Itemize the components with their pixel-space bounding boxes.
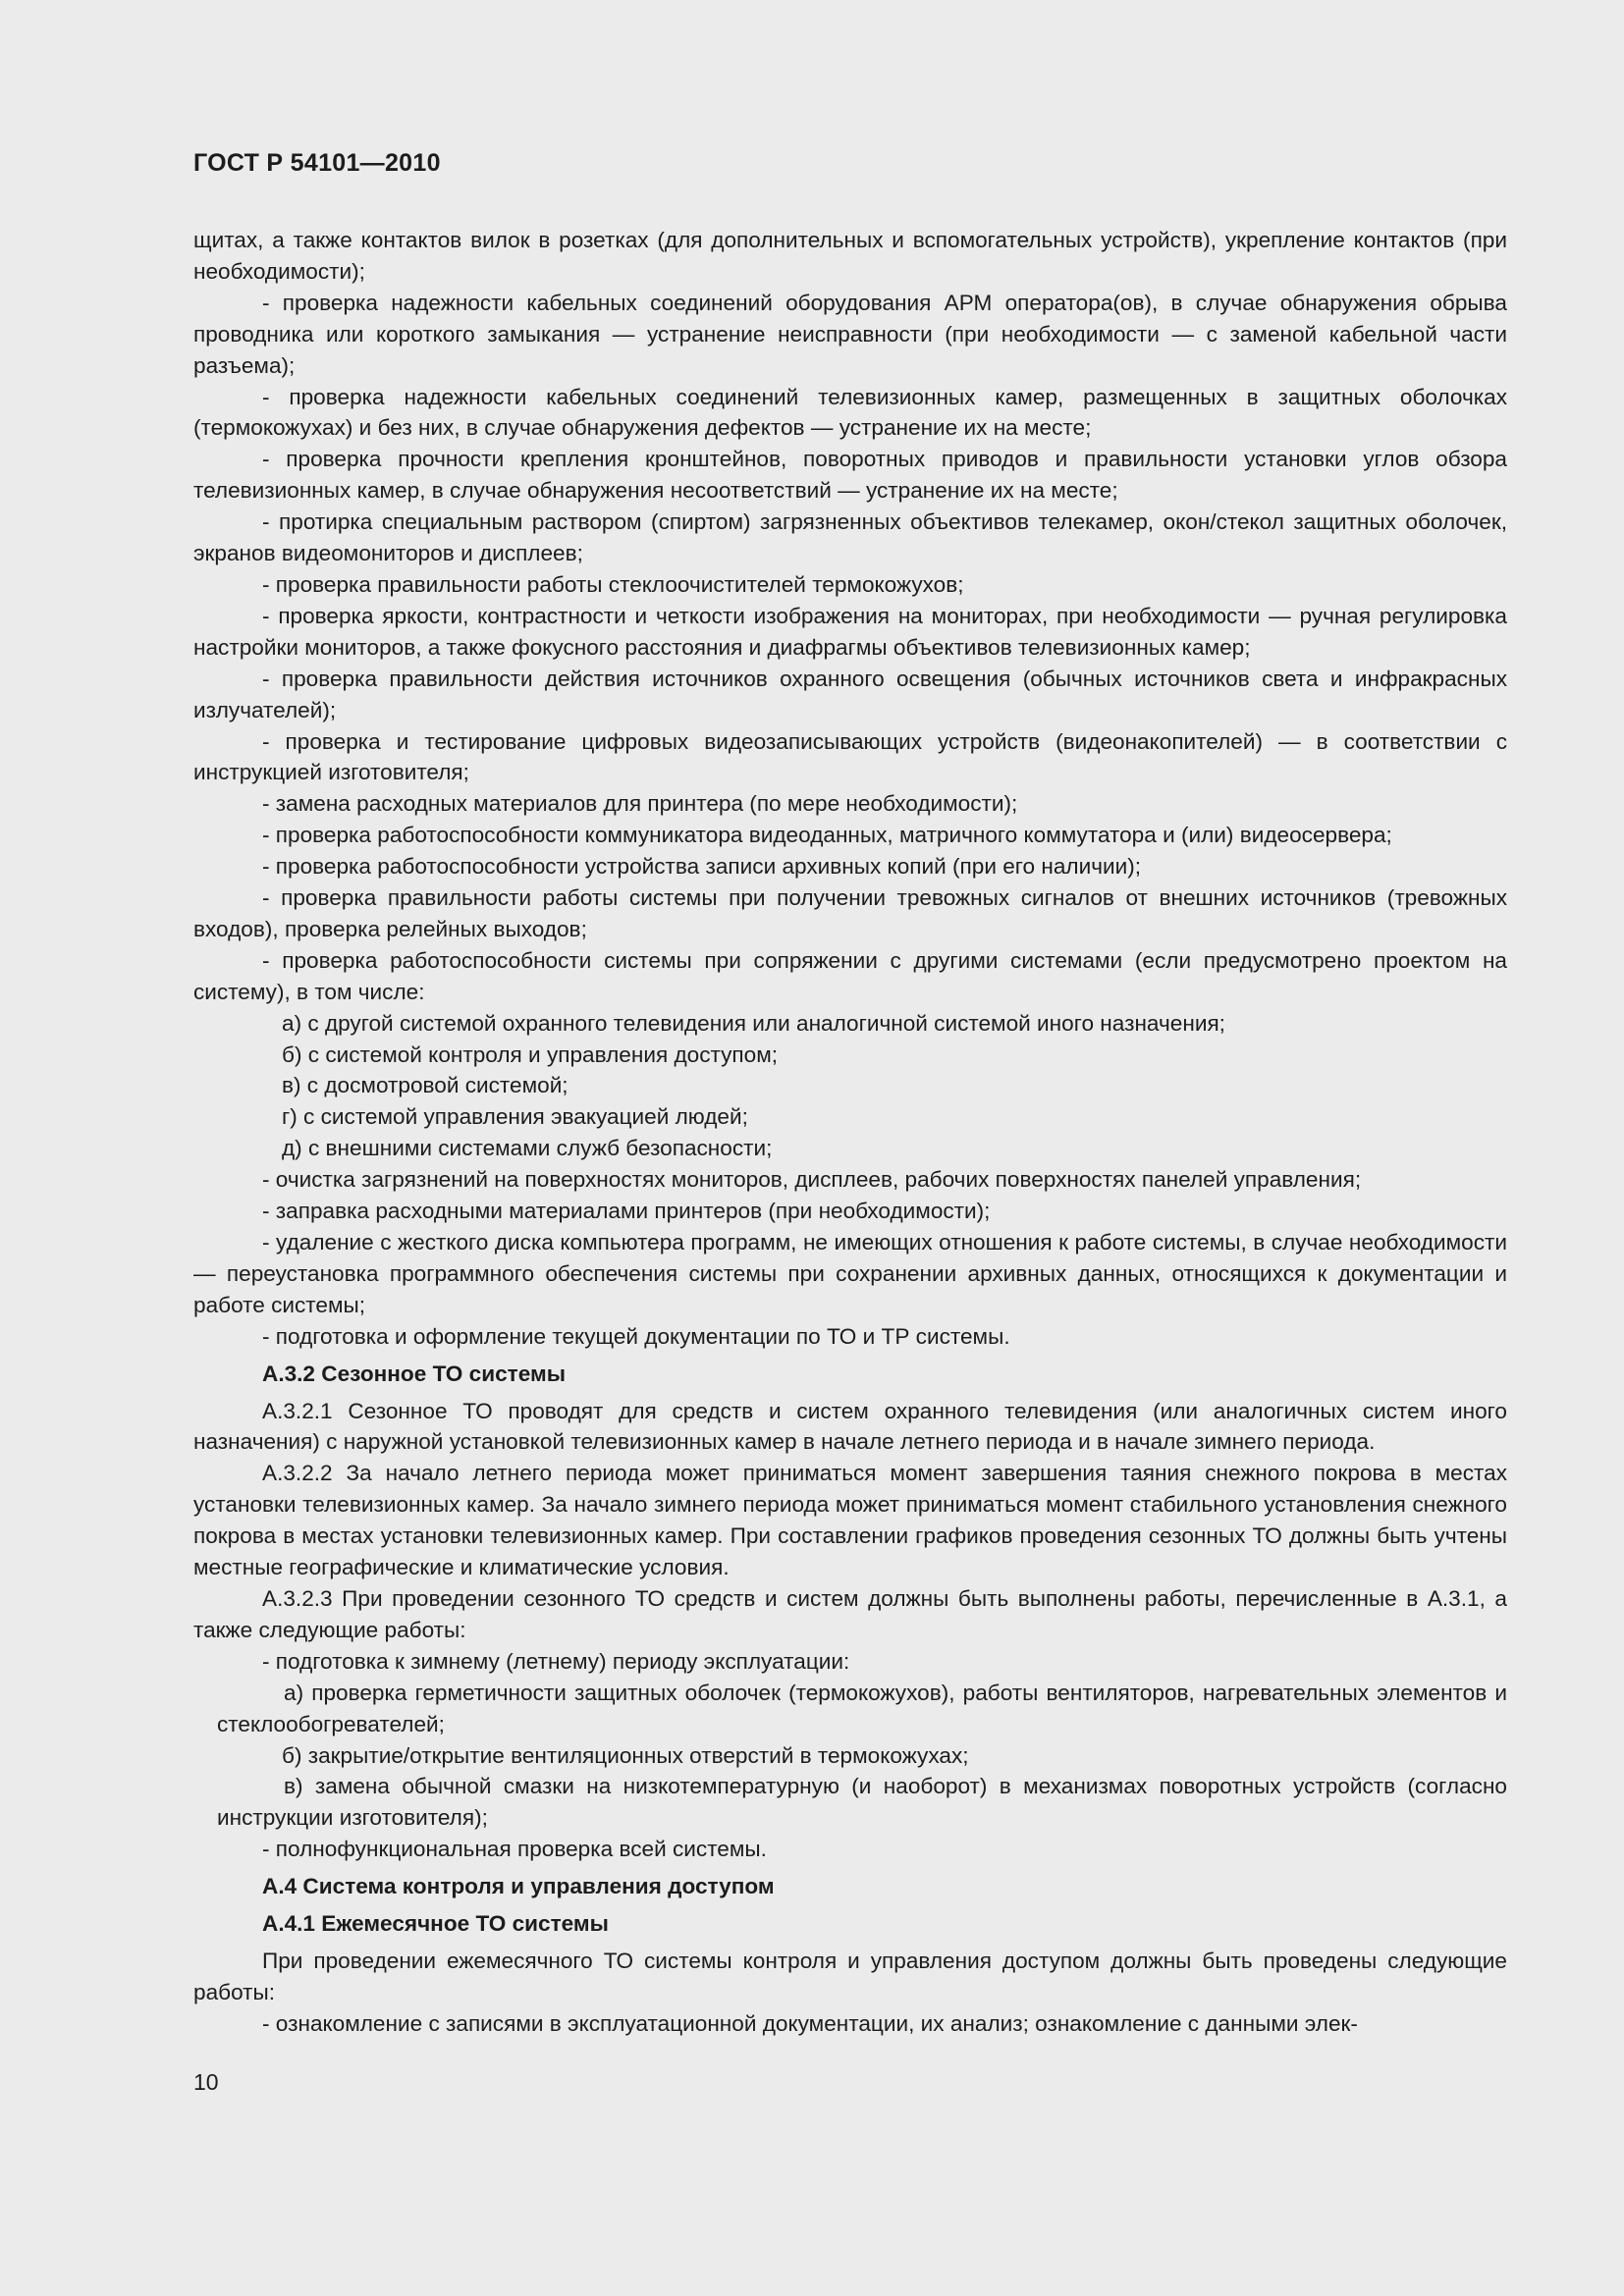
list-item: - проверка работоспособности коммуникатора видеоданных, матричного коммутатора и (или) видеосервера; <box>262 823 1392 848</box>
list-item: - удаление с жесткого диска компьютера программ, не имеющих отношения к работе системы, в случае необходимости — переустановка программного обеспечения системы при сохранении архивных данных, относящихся к документации и работе системы; <box>193 1230 1507 1317</box>
list-item: - проверка правильности действия источников охранного освещения (обычных источников света и инфракрасных излучателей); <box>193 666 1507 722</box>
list-item: - проверка правильности работы системы при получении тревожных сигналов от внешних источников (тревожных входов), проверка релейных выходов; <box>193 885 1507 941</box>
list-item: - протирка специальным раствором (спиртом) загрязненных объективов телекамер, окон/стекол защитных оболочек, экранов видеомониторов и дисплеев; <box>193 509 1507 566</box>
section-heading: А.4 Система контроля и управления доступом <box>262 1874 775 1899</box>
paragraph: А.3.2.1 Сезонное ТО проводят для средств и систем охранного телевидения (или аналогичных систем иного назначения) с наружной установкой телевизионных камер в начале летнего периода и в начале зимнего периода. <box>193 1398 1507 1455</box>
list-item: - проверка работоспособности устройства записи архивных копий (при его наличии); <box>262 854 1142 880</box>
sub-list-item: б) с системой контроля и управления доступом; <box>282 1041 779 1067</box>
list-item: - проверка прочности крепления кронштейнов, поворотных приводов и правильности установки углов обзора телевизионных камер, в случае обнаружения несоответствий — устранение их на месте; <box>193 447 1507 504</box>
list-item: - проверка надежности кабельных соединений телевизионных камер, размещенных в защитных оболочках (термокожухах) и без них, в случае обнаружения дефектов — устранение их на месте; <box>193 384 1507 441</box>
list-item: - проверка и тестирование цифровых видеозаписывающих устройств (видеонакопителей) — в соответствии с инструкцией изготовителя; <box>193 728 1507 785</box>
list-item: - проверка работоспособности системы при сопряжении с другими системами (если предусмотрено проектом на систему), в том числе: <box>193 947 1507 1004</box>
list-item: - заправка расходными материалами принтеров (при необходимости); <box>262 1199 991 1224</box>
list-item: - ознакомление с записями в эксплуатационной документации, их анализ; ознакомление с данными элек- <box>262 2010 1358 2036</box>
sub-list-item: а) проверка герметичности защитных оболочек (термокожухов), работы вентиляторов, нагревательных элементов и стеклообогревателей; <box>217 1680 1507 1736</box>
paragraph: А.3.2.3 При проведении сезонного ТО средств и систем должны быть выполнены работы, перечисленные в А.3.1, а также следующие работы: <box>193 1585 1507 1642</box>
paragraph: А.3.2.2 За начало летнего периода может приниматься момент завершения таяния снежного покрова в местах установки телевизионных камер. За начало зимнего периода может приниматься момент стабильного установления снежного покрова в местах установки телевизионных камер. При составлении графиков проведения сезонных ТО должны быть учтены местные географические и климатические условия. <box>193 1461 1507 1580</box>
section-heading: А.3.2 Сезонное ТО системы <box>262 1361 567 1386</box>
document-body <box>193 225 1507 2040</box>
continued-paragraph: щитах, а также контактов вилок в розетках (для дополнительных и вспомогательных устройств), укрепление контактов (при необходимости); <box>193 228 1507 284</box>
list-item: - проверка правильности работы стеклоочистителей термокожухов; <box>262 571 964 597</box>
paragraph: При проведении ежемесячного ТО системы контроля и управления доступом должны быть проведены следующие работы: <box>193 1948 1507 2004</box>
sub-list-item: б) закрытие/открытие вентиляционных отверстий в термокожухах; <box>282 1742 969 1768</box>
page-number: 10 <box>193 2069 219 2095</box>
list-item: - подготовка к зимнему (летнему) периоду эксплуатации: <box>262 1648 850 1674</box>
list-item: - подготовка и оформление текущей документации по ТО и ТР системы. <box>262 1323 1010 1349</box>
list-item: - проверка надежности кабельных соединений оборудования АРМ оператора(ов), в случае обнаружения обрыва проводника или короткого замыкания — устранение неисправности (при необходимости — с заменой кабельной части разъема); <box>193 290 1507 378</box>
sub-list-item: в) с досмотровой системой; <box>282 1073 568 1098</box>
list-item: - проверка яркости, контрастности и четкости изображения на мониторах, при необходимости — ручная регулировка настройки мониторов, а также фокусного расстояния и диафрагмы объективов телевизионных камер; <box>193 603 1507 660</box>
sub-list-item: в) замена обычной смазки на низкотемпературную (и наоборот) в механизмах поворотных устройств (согласно инструкции изготовителя); <box>217 1774 1507 1831</box>
list-item: - замена расходных материалов для принтера (по мере необходимости); <box>262 791 1018 817</box>
sub-list-item: г) с системой управления эвакуацией людей; <box>282 1104 748 1130</box>
section-heading: А.4.1 Ежемесячное ТО системы <box>262 1911 609 1937</box>
document-header: ГОСТ Р 54101—2010 <box>193 149 441 177</box>
list-item: - полнофункциональная проверка всей системы. <box>262 1837 767 1862</box>
sub-list-item: д) с внешними системами служб безопасности; <box>282 1136 773 1161</box>
sub-list-item: а) с другой системой охранного телевидения или аналогичной системой иного назначения; <box>282 1010 1225 1036</box>
list-item: - очистка загрязнений на поверхностях мониторов, дисплеев, рабочих поверхностях панелей управления; <box>262 1167 1362 1193</box>
